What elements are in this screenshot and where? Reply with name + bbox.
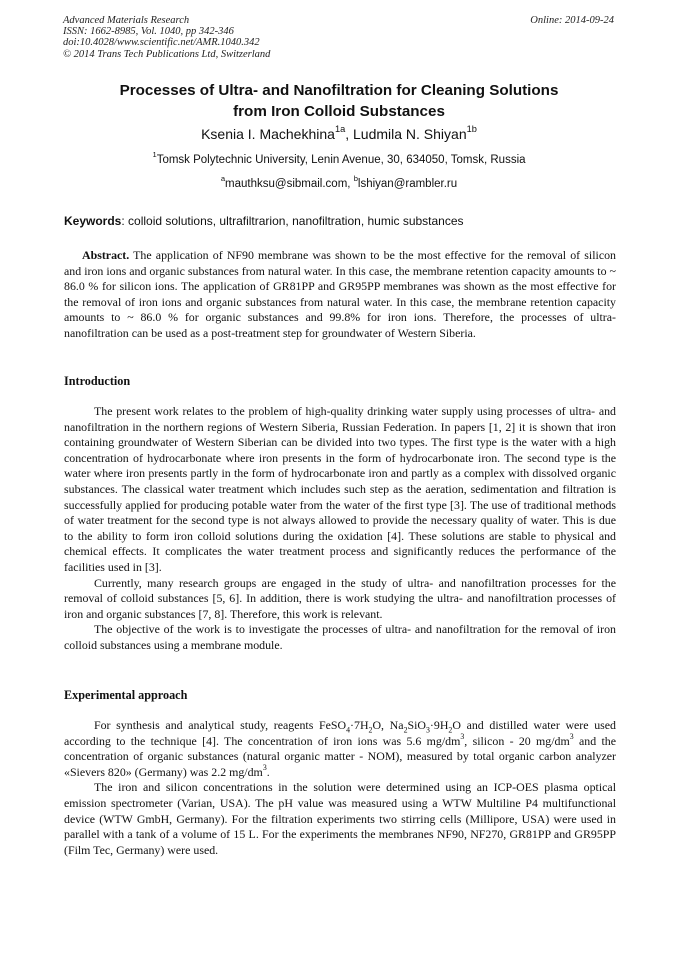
- keywords-text: : colloid solutions, ultrafiltrarion, nanofiltration, humic substances: [121, 214, 464, 228]
- exp-paragraph-1: [64, 718, 616, 780]
- journal-name: Advanced Materials Research: [63, 15, 190, 26]
- exp-text-segment: .: [266, 764, 270, 779]
- author-emails: [60, 174, 618, 190]
- exp-text-segment: O and distilled water were used according to the technique [4]. The concentration of iron ions was 5.6 mg/dm: [64, 718, 616, 748]
- paper-title: [60, 80, 618, 122]
- introduction-heading: Introduction: [64, 374, 131, 388]
- abstract-text: The application of NF90 membrane was shown to be the most effective for the removal of silicon and iron ions and organic substances from natural water. In this case, the membrane retention capacity amounts to ~ 86.0 % for silicon ions. The application of GR81PP and GR95PP membranes was shown as the most effective for the removal of iron ions and organic substances from natural water. In this case, the membrane retention capacity amounts to ~ 86.0 % for organic substances and 99.8% for iron ions. Therefore, the processes of ultra- nanofiltration can be used as a post-treatment step for groundwater of Western Siberia.: [64, 248, 616, 340]
- subscript: 4: [346, 725, 351, 735]
- subscript: 2: [403, 725, 408, 735]
- author-separator: ,: [345, 126, 353, 142]
- copyright-line: © 2014 Trans Tech Publications Ltd, Switzerland: [63, 48, 271, 60]
- author-2-marker: 1b: [466, 124, 477, 135]
- intro-paragraph-3: The objective of the work is to investigate the processes of ultra- and nanofiltration for the removal of iron colloid substances using a membrane module.: [64, 622, 616, 652]
- intro-paragraph-1: The present work relates to the problem of high-quality drinking water supply using processes of ultra- and nanofiltration in the northern regions of Western Siberia, Russian Federation. In papers [1, 2] it is shown that iron containing groundwater of Western Siberian can be divided into two types. The first type is the water with a high concentration of hydrocarbonate where iron presents in the form of hydrocarbonate iron. The second type is the water where iron presents partly in the form of hydrocarbonate iron and partly as a complex with dissolved organic substances. The classical water treatment which includes such step as the aeration, sedimentation and filtration is successfully applied for producing potable water from the water of the first type [3]. The use of traditional methods of water treatment for the second type is not always allowed to provide the necessary quality of water. This is due to the ability to form iron colloid solutions during the oxidation [4]. These solutions are stable to physical and chemical effects. It complicates the water treatment process and significantly reduces the performance of the facilities used in [3].: [64, 404, 616, 574]
- exp-text-segment: and the concentration of organic substances (natural organic matter - NOM), measured by total organic carbon analyzer «Sievers 820» (Germany) was 2.2 mg/dm: [64, 733, 616, 779]
- affiliation: [60, 150, 618, 166]
- title-line-2: from Iron Colloid Substances: [233, 103, 445, 120]
- exp-paragraph-2: The iron and silicon concentrations in the solution were determined using an ICP-OES plasma optical emission spectrometer (Varian, USA). The pH value was measured using a WTW Multiline P4 multifunctional device (WTW GmbH, Germany). For the filtration experiments two stirring cells (Millipore, USA) were used in parallel with a tank of a volume of 15 L. For the experiments the membranes NF90, NF270, GR81PP and GR95PP (Film Tec, Germany) were used.: [64, 780, 616, 857]
- journal-metadata: [63, 15, 270, 60]
- email-a-marker: a: [220, 174, 226, 184]
- author-1-marker: 1a: [334, 124, 346, 135]
- title-line-1: Processes of Ultra- and Nanofiltration for Cleaning Solutions: [119, 82, 559, 99]
- affiliation-marker: 1: [152, 150, 157, 160]
- email-a: mauthksu@sibmail.com,: [225, 178, 354, 190]
- abstract-label: Abstract.: [82, 248, 130, 262]
- author-1: Ksenia I. Machekhina: [201, 126, 335, 142]
- exp-text-segment: For synthesis and analytical study, reagents FeSO: [94, 718, 347, 732]
- superscript: 3: [262, 763, 267, 773]
- exp-text-segment: ·7H: [350, 718, 369, 732]
- author-list: [60, 126, 618, 142]
- online-date: Online: 2014-09-24: [530, 15, 614, 26]
- subscript: 3: [426, 725, 430, 735]
- introduction-body: [64, 404, 616, 654]
- superscript: 3: [569, 731, 574, 741]
- exp-text-segment: ·9H: [429, 718, 449, 732]
- email-b: lshiyan@rambler.ru: [357, 178, 458, 190]
- experimental-heading: Experimental approach: [64, 688, 188, 702]
- keywords: [64, 214, 616, 228]
- author-2: Ludmila N. Shiyan: [353, 126, 467, 142]
- exp-text-segment: SiO: [407, 718, 426, 732]
- intro-paragraph-2: Currently, many research groups are engaged in the study of ultra- and nanofiltration processes for the removal of colloid substances [5, 6]. In addition, there is work studying the ultra- and nanofiltration processes of iron and organic substances [7, 8]. Therefore, this work is relevant.: [64, 575, 616, 621]
- doi-line: doi:10.4028/www.scientific.net/AMR.1040.342: [63, 37, 260, 49]
- experimental-body: [64, 718, 616, 858]
- affiliation-text: Tomsk Polytechnic University, Lenin Avenue, 30, 634050, Tomsk, Russia: [156, 154, 526, 166]
- issn-line: ISSN: 1662-8985, Vol. 1040, pp 342-346: [63, 26, 234, 38]
- subscript: 2: [448, 725, 453, 735]
- superscript: 3: [460, 731, 465, 741]
- exp-text-segment: O, Na: [372, 718, 404, 732]
- email-b-marker: b: [353, 174, 358, 184]
- subscript: 2: [368, 725, 373, 735]
- abstract-paragraph: [64, 248, 616, 342]
- abstract: [64, 248, 616, 342]
- keywords-label: Keywords: [64, 214, 122, 228]
- exp-text-segment: , silicon - 20 mg/dm: [464, 733, 570, 748]
